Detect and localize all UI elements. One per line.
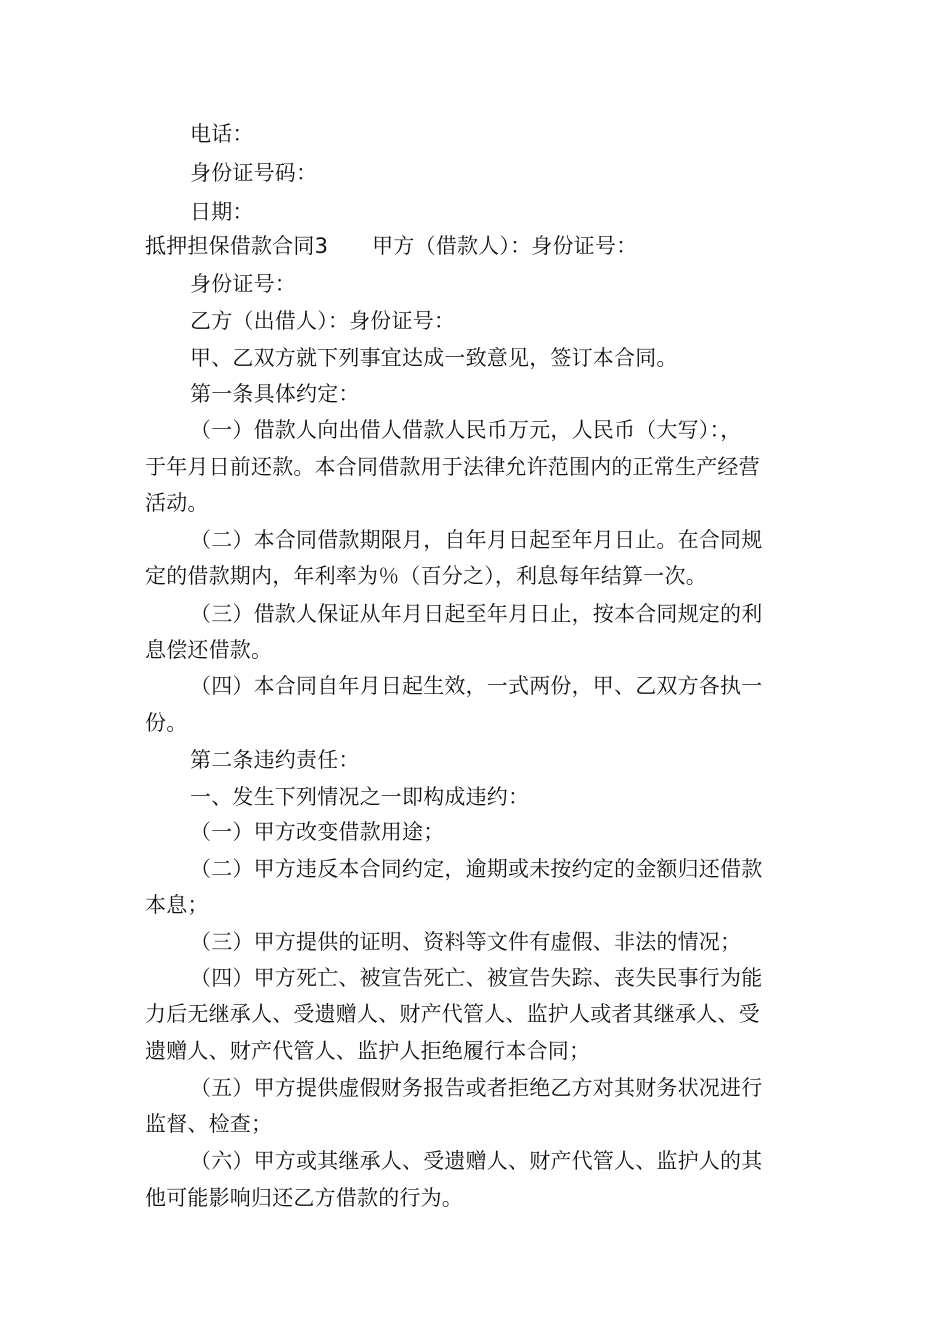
article-1-item-2-line-1: （二）本合同借款期限月，自年月日起至年月日止。在合同规 — [190, 528, 763, 552]
article-1-item-1-line-3: 活动。 — [145, 491, 209, 515]
breach-item-4-line-1: （四）甲方死亡、被宣告死亡、被宣告失踪、丧失民事行为能 — [190, 966, 763, 990]
breach-item-6-line-1: （六）甲方或其继承人、受遗赠人、财产代管人、监护人的其 — [190, 1149, 763, 1173]
breach-item-4-line-3: 遗赠人、财产代管人、监护人拒绝履行本合同； — [145, 1039, 591, 1063]
article-1-item-1-line-2: 于年月日前还款。本合同借款用于法律允许范围内的正常生产经营 — [145, 455, 760, 479]
article-1-item-1-line-1: （一）借款人向出借人借款人民币万元，人民币（大写）：， — [190, 418, 742, 442]
article-1-item-3-line-2: 息偿还借款。 — [145, 638, 273, 662]
breach-item-5-line-2: 监督、检查； — [145, 1112, 273, 1136]
contract-title: 抵押担保借款合同3 — [145, 234, 329, 258]
breach-intro: 一、发生下列情况之一即构成违约： — [190, 785, 530, 809]
party-a-line: 甲方（借款人）：身份证号： — [372, 234, 638, 258]
breach-item-2-line-1: （二）甲方违反本合同约定，逾期或未按约定的金额归还借款 — [190, 857, 763, 881]
breach-item-4-line-2: 力后无继承人、受遗赠人、财产代管人、监护人或者其继承人、受 — [145, 1002, 760, 1026]
breach-item-3: （三）甲方提供的证明、资料等文件有虚假、非法的情况； — [190, 930, 742, 954]
date-label: 日期： — [190, 200, 254, 224]
article-1-item-3-line-1: （三）借款人保证从年月日起至年月日止，按本合同规定的利 — [190, 602, 763, 626]
article-1-item-2-line-2: 定的借款期内，年利率为％（百分之），利息每年结算一次。 — [145, 564, 707, 588]
id-number-line: 身份证号： — [190, 272, 296, 296]
phone-label: 电话： — [190, 122, 254, 146]
id-number-label: 身份证号码： — [190, 161, 318, 185]
breach-item-2-line-2: 本息； — [145, 893, 209, 917]
breach-item-6-line-2: 他可能影响归还乙方借款的行为。 — [145, 1186, 463, 1210]
article-1-heading: 第一条具体约定： — [190, 382, 360, 406]
contract-title-row — [145, 232, 637, 260]
party-b-line: 乙方（出借人）：身份证号： — [190, 309, 456, 333]
article-2-heading: 第二条违约责任： — [190, 748, 360, 772]
article-1-item-4-line-1: （四）本合同自年月日起生效，一式两份，甲、乙双方各执一 — [190, 674, 763, 698]
breach-item-5-line-1: （五）甲方提供虚假财务报告或者拒绝乙方对其财务状况进行 — [190, 1076, 763, 1100]
article-1-item-4-line-2: 份。 — [145, 711, 188, 735]
agreement-line: 甲、乙双方就下列事宜达成一致意见，签订本合同。 — [190, 346, 678, 370]
breach-item-1: （一）甲方改变借款用途； — [190, 820, 445, 844]
